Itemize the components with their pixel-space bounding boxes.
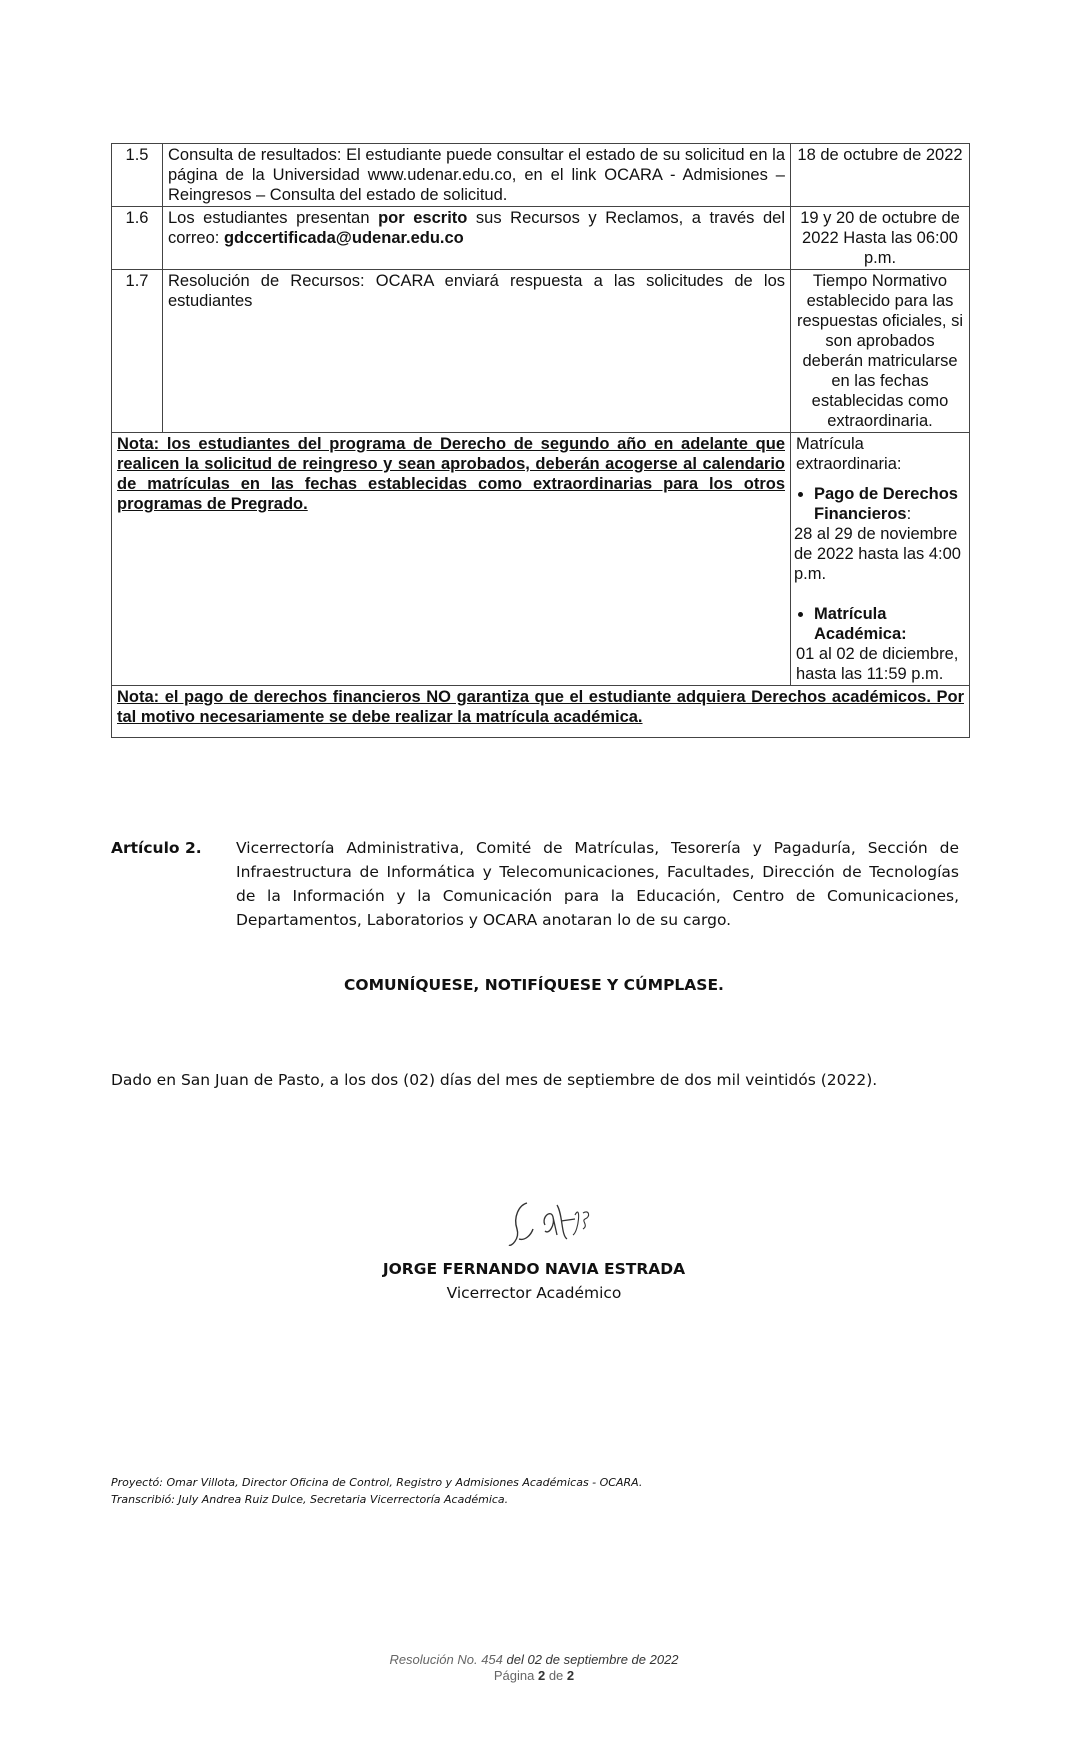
item-title: Pago de Derechos Financieros bbox=[814, 485, 958, 523]
nota-derecho: Nota: los estudiantes del programa de Derecho de segundo año en adelante que realicen la solicitud de reingreso y sean aprobados, deberán acogerse al calendario de matrículas en las fechas establecidas como extraordinarias para los otros programas de Pregrado. bbox=[112, 433, 791, 686]
footer-resolucion bbox=[0, 1652, 1068, 1668]
row-description bbox=[163, 207, 791, 270]
resolucion-number: Resolución No. 454 bbox=[389, 1652, 503, 1667]
row-date: 18 de octubre de 2022 bbox=[791, 144, 970, 207]
matricula-list bbox=[796, 484, 964, 524]
dado-en-text: Dado en San Juan de Pasto, a los dos (02) días del mes de septiembre de dos mil veintidós (2022). bbox=[111, 1071, 878, 1089]
row-description: Resolución de Recursos: OCARA enviará respuesta a las solicitudes de los estudiantes bbox=[163, 270, 791, 433]
desc-text: Los estudiantes presentan bbox=[168, 209, 379, 227]
page-label: Página bbox=[493, 1668, 538, 1683]
page-number: 2 bbox=[537, 1668, 546, 1683]
desc-text: sus Recursos y Reclamos, a través del correo: bbox=[168, 209, 786, 247]
signatory-role: Vicerrector Académico bbox=[446, 1284, 622, 1302]
nota-pago: Nota: el pago de derechos financieros NO garantiza que el estudiante adquiera Derechos académicos. Por tal motivo necesariamente se debe realizar la matrícula académica. bbox=[112, 686, 970, 738]
footer-pagina bbox=[0, 1668, 1068, 1683]
page-total: 2 bbox=[566, 1668, 575, 1683]
credit-proyecto: Proyectó: Omar Villota, Director Oficina de Control, Registro y Admisiones Académicas - OCARA. bbox=[111, 1476, 643, 1489]
row-number: 1.7 bbox=[112, 270, 163, 433]
list-item: • Matrícula Académica: bbox=[814, 604, 964, 644]
resolucion-date: del 02 de septiembre de 2022 bbox=[502, 1652, 679, 1667]
row-description: Consulta de resultados: El estudiante puede consultar el estado de su solicitud en la página de la Universidad www.udenar.edu.co, en el link OCARA - Admisiones – Reingresos – Consulta del estado de solicitud. bbox=[163, 144, 791, 207]
row-number: 1.5 bbox=[112, 144, 163, 207]
table-row bbox=[112, 433, 970, 686]
table-row bbox=[112, 270, 970, 433]
signature-image bbox=[505, 1195, 615, 1255]
matricula-heading: Matrícula extraordinaria: bbox=[796, 435, 902, 473]
credits bbox=[111, 1474, 642, 1508]
page-of: de bbox=[545, 1668, 567, 1683]
matricula-list bbox=[796, 604, 964, 644]
signatory-name: JORGE FERNANDO NAVIA ESTRADA bbox=[382, 1260, 686, 1278]
row-date: 19 y 20 de octubre de 2022 Hasta las 06:00 p.m. bbox=[791, 207, 970, 270]
list-item bbox=[814, 484, 964, 524]
schedule-table bbox=[111, 143, 970, 738]
item-colon: : bbox=[906, 505, 912, 523]
row-number: 1.6 bbox=[112, 207, 163, 270]
comuniquese-heading: COMUNÍQUESE, NOTIFÍQUESE Y CÚMPLASE. bbox=[344, 976, 724, 994]
table-row bbox=[112, 144, 970, 207]
table-row bbox=[112, 207, 970, 270]
credit-transcribio: Transcribió: July Andrea Ruiz Dulce, Secretaria Vicerrectoría Académica. bbox=[111, 1493, 509, 1506]
table-row bbox=[112, 686, 970, 738]
matricula-extraordinaria bbox=[791, 433, 970, 686]
articulo-text: Vicerrectoría Administrativa, Comité de Matrículas, Tesorería y Pagaduría, Sección de Infraestructura de Informática y Telecomunicaciones, Facultades, Dirección de Tecnologías de la Información y la Comunicación para la Educación, Centro de Comunicaciones, Departamentos, Laboratorios y OCARA anotaran lo de su cargo. bbox=[236, 839, 959, 929]
row-date: Tiempo Normativo establecido para las respuestas oficiales, si son aprobados deberán matricularse en las fechas establecidas como extraordinaria. bbox=[791, 270, 970, 433]
item-dates: 28 al 29 de noviembre de 2022 hasta las 4:00 p.m. bbox=[794, 525, 961, 583]
articulo-label: Artículo 2. bbox=[111, 839, 202, 857]
desc-bold-text: por escrito bbox=[378, 209, 468, 227]
email-address: gdccertificada@udenar.edu.co bbox=[223, 229, 464, 247]
item-dates: 01 al 02 de diciembre, hasta las 11:59 p.m. bbox=[796, 645, 959, 683]
